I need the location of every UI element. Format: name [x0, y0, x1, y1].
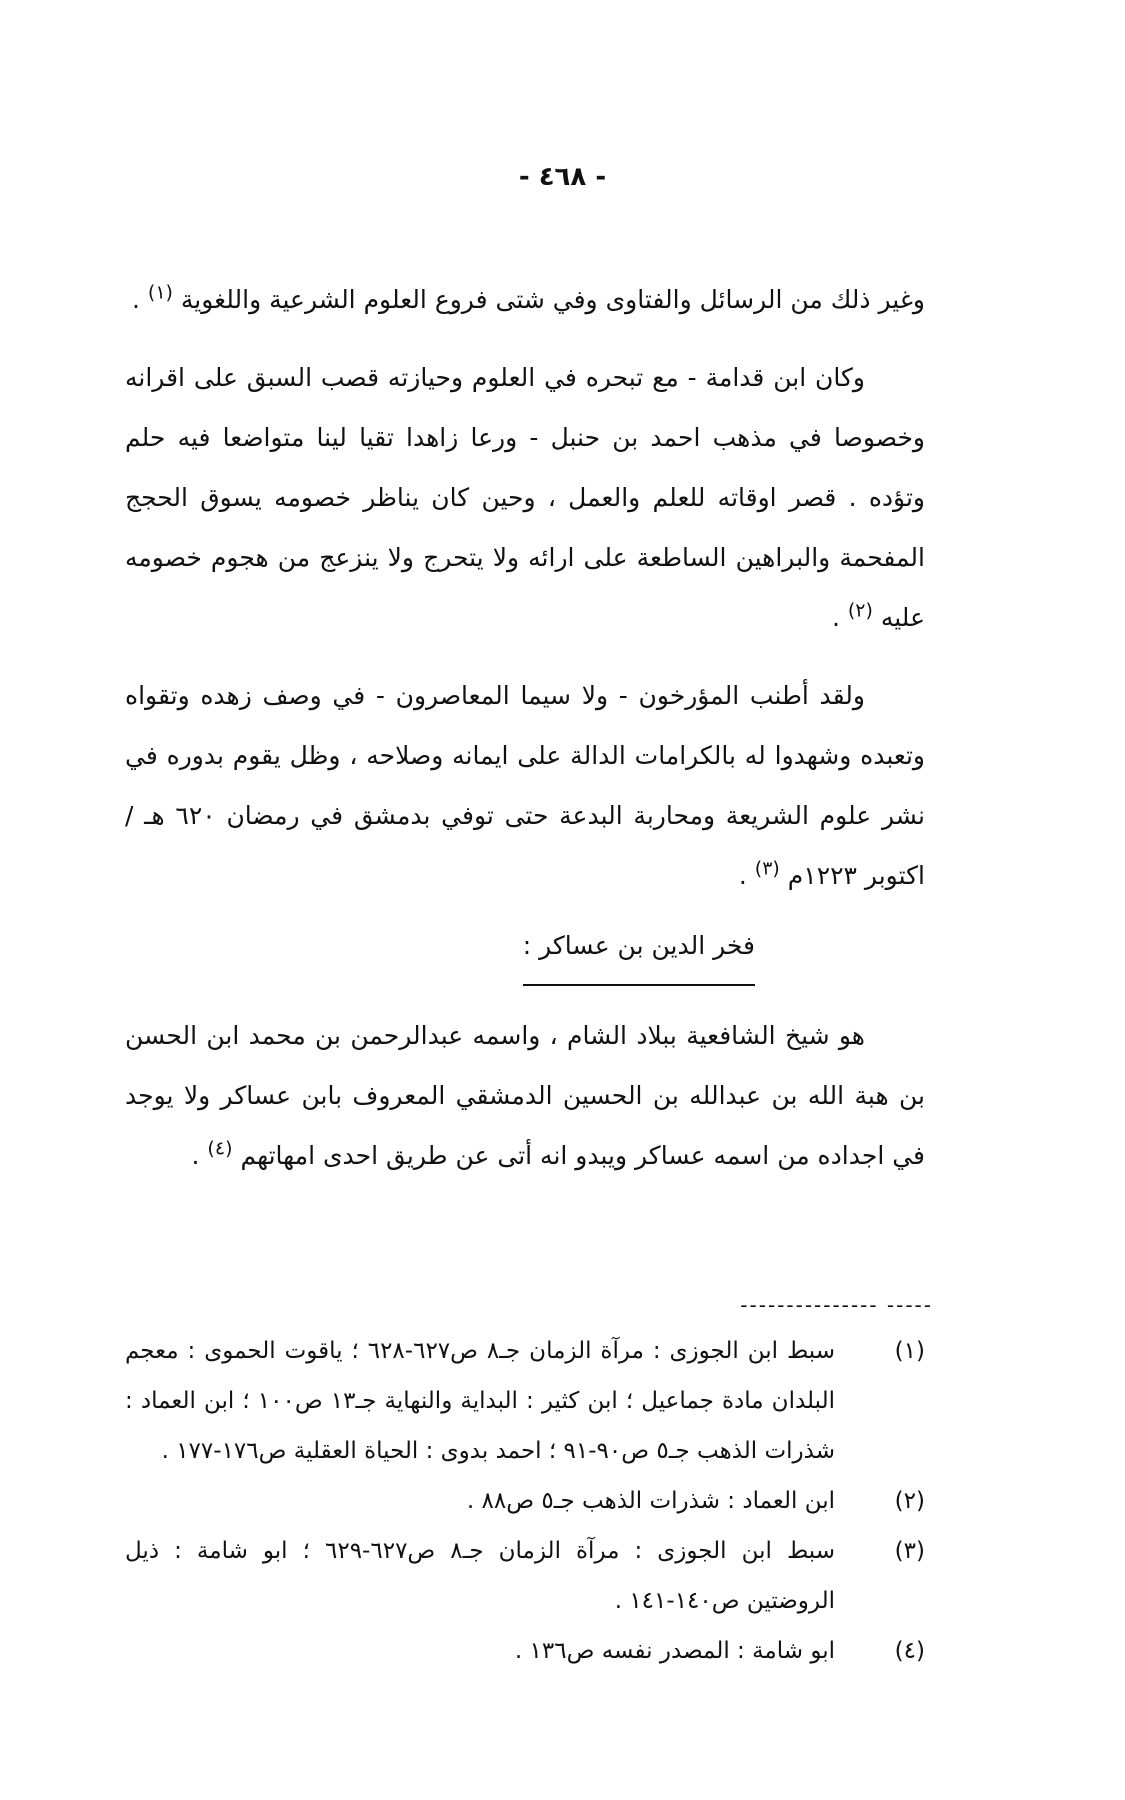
footnote-2	[125, 1476, 925, 1526]
paragraph-2-text: وكان ابن قدامة - مع تبحره في العلوم وحيازته قصب السبق على اقرانه وخصوصا في مذهب احمد بن حنبل - ورعا زاهدا تقيا لينا متواضعا فيه حلم وتؤده . قصر اوقاته للعلم والعمل ، وحين كان يناظر خصومه يسوق الحجج المفحمة والبراهين الساطعة على ارائه ولا يتحرج ولا ينزعج من هجوم خصومه عليه	[125, 363, 925, 632]
footnote-number: (١)	[894, 1338, 925, 1364]
section-title: فخر الدين بن عساكر :	[523, 916, 755, 986]
footnote-3	[125, 1526, 925, 1626]
footnote-ref-3: (٣)	[754, 857, 780, 880]
footnote-ref-4: (٤)	[207, 1137, 233, 1160]
paragraph-3: ولقد أطنب المؤرخون - ولا سيما المعاصرون - في وصف زهده وتقواه وتعبده وشهدوا له بالكرامات الدالة على ايمانه وصلاحه ، وظل يقوم بدوره في نشر علوم الشريعة ومحاربة البدعة حتى توفي بدمشق في رمضان ٦٢٠ هـ / اكتوبر ١٢٢٣م $^{(٣)}$ .	[125, 681, 926, 890]
footnote-text: سبط ابن الجوزى : مرآة الزمان جـ٨ ص٦٢٧-٦٢٩ ؛ ابو شامة : ذيل الروضتين ص١٤٠-١٤١ .	[125, 1538, 835, 1614]
footnote-number: (٣)	[894, 1538, 925, 1564]
paragraph-4-text: هو شيخ الشافعية ببلاد الشام ، واسمه عبدالرحمن بن محمد ابن الحسن بن هبة الله بن عبدالله بن الحسين الدمشقي المعروف بابن عساكر ولا يوجد في اجداده من اسمه عساكر ويبدو انه أتى عن طريق احدى امهاتهم	[125, 1021, 925, 1170]
page-number: - ٤٦٨ -	[518, 162, 607, 192]
footnote-ref-2: (٢)	[847, 599, 873, 622]
footnote-4	[125, 1626, 925, 1676]
footnote-number: (٢)	[894, 1488, 925, 1514]
footnote-text: ابو شامة : المصدر نفسه ص١٣٦ .	[514, 1638, 835, 1664]
paragraph-3-text: ولقد أطنب المؤرخون - ولا سيما المعاصرون - في وصف زهده وتقواه وتعبده وشهدوا له بالكرامات الدالة على ايمانه وصلاحه ، وظل يقوم بدوره في نشر علوم الشريعة ومحاربة البدعة حتى توفي بدمشق في رمضان ٦٢٠ هـ / اكتوبر ١٢٢٣م	[125, 681, 926, 890]
footnote-text: ابن العماد : شذرات الذهب جـ٥ ص٨٨ .	[466, 1488, 835, 1514]
footnotes	[125, 1326, 925, 1676]
footnote-separator: --------------- -----	[740, 1293, 933, 1317]
footnote-ref-1: (١)	[147, 281, 173, 304]
paragraph-4: هو شيخ الشافعية ببلاد الشام ، واسمه عبدالرحمن بن محمد ابن الحسن بن هبة الله بن عبدالله بن الحسين الدمشقي المعروف بابن عساكر ولا يوجد في اجداده من اسمه عساكر ويبدو انه أتى عن طريق احدى امهاتهم $^{(٤)}$ .	[125, 1021, 925, 1170]
footnote-number: (٤)	[894, 1638, 925, 1664]
footnote-1	[125, 1326, 925, 1476]
paragraph-1: وغير ذلك من الرسائل والفتاوى وفي شتى فروع العلوم الشرعية واللغوية $^{(١)}$ .	[131, 281, 925, 314]
paragraph-1-text: وغير ذلك من الرسائل والفتاوى وفي شتى فروع العلوم الشرعية واللغوية	[180, 285, 925, 314]
body-text	[125, 270, 925, 1186]
footnote-text: سبط ابن الجوزى : مرآة الزمان جـ٨ ص٦٢٧-٦٢٨ ؛ ياقوت الحموى : معجم البلدان مادة جماعيل ؛ ابن كثير : البداية والنهاية جـ١٣ ص١٠٠ ؛ ابن العماد : شذرات الذهب جـ٥ ص٩٠-٩١ ؛ احمد بدوى : الحياة العقلية ص١٧٦-١٧٧ .	[125, 1338, 835, 1464]
paragraph-2: وكان ابن قدامة - مع تبحره في العلوم وحيازته قصب السبق على اقرانه وخصوصا في مذهب احمد بن حنبل - ورعا زاهدا تقيا لينا متواضعا فيه حلم وتؤده . قصر اوقاته للعلم والعمل ، وحين كان يناظر خصومه يسوق الحجج المفحمة والبراهين الساطعة على ارائه ولا يتحرج ولا ينزعج من هجوم خصومه عليه $^{(٢)}$ .	[125, 363, 925, 632]
